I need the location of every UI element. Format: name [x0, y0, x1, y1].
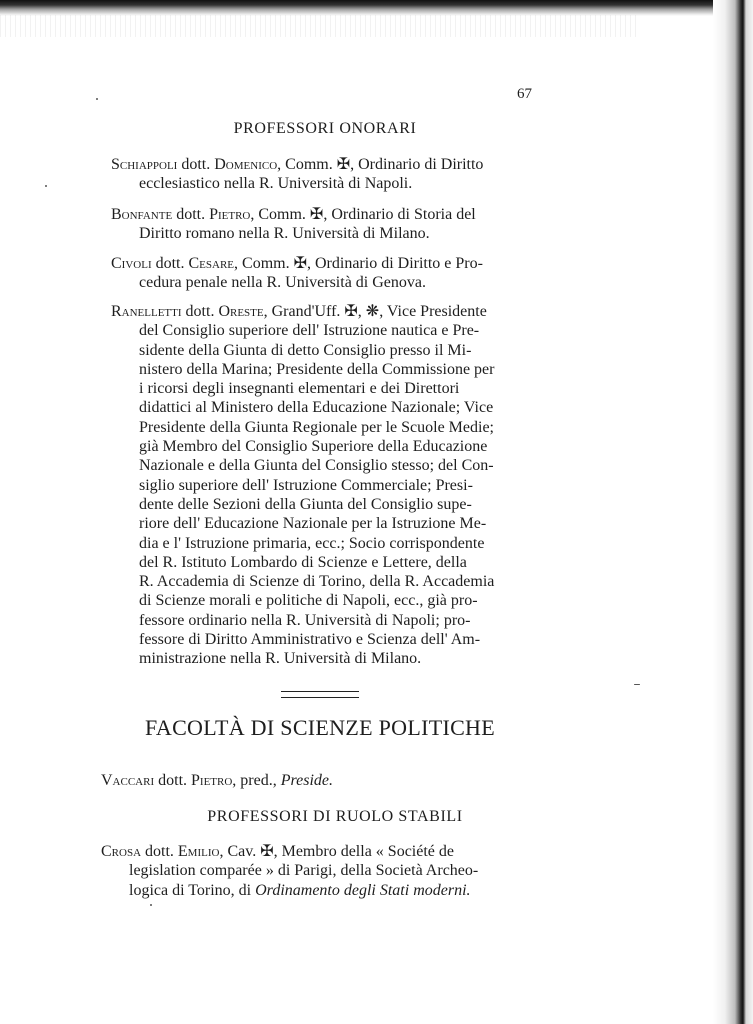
entry-line: dente delle Sezioni della Giunta del Consiglio supe-	[139, 495, 472, 513]
entry-line: siglio superiore dell' Istruzione Commerciale; Presi-	[139, 476, 473, 494]
entry-line-italic: Ordinamento degli Stati moderni.	[255, 881, 471, 899]
entry-first-line	[101, 842, 533, 861]
entry-line: del Consiglio superiore dell' Istruzione nautica e Pre-	[139, 322, 480, 340]
entry-line: Nazionale e della Giunta del Consiglio stesso; del Con-	[139, 457, 494, 475]
preside-role: Preside.	[280, 772, 334, 789]
entry-line: nistero della Marina; Presidente della Commissione per	[139, 360, 495, 378]
entry-bonfante	[111, 205, 543, 244]
preside-middle: , pred.,	[232, 772, 281, 789]
heading-professori-di-ruolo-stabili: PROFESSORI DI RUOLO STABILI	[207, 808, 463, 825]
entry-line: Diritto romano nella R. Università di Milano.	[139, 225, 430, 243]
entry-first-rest: , Comm. ✠, Ordinario di Storia del	[250, 206, 476, 223]
entry-line: dia e l' Istruzione primaria, ecc.; Socio corrispondente	[139, 534, 485, 552]
entry-given-name: Domenico	[214, 156, 278, 173]
entry-line: fessore di Diritto Amministrativo e Scienza dell' Am-	[139, 631, 481, 649]
entry-line: didattici al Ministero della Educazione Nazionale; Vice	[139, 399, 494, 417]
entry-civoli	[111, 254, 543, 293]
entry-surname: Crosa	[101, 843, 142, 860]
entry-title: dott.	[176, 206, 206, 223]
faculty-title: FACOLTÀ DI SCIENZE POLITICHE	[144, 715, 495, 740]
entry-line: fessore ordinario nella R. Università di Napoli; pro-	[139, 611, 471, 629]
entry-line: riore dell' Educazione Nazionale per la Istruzione Me-	[139, 515, 487, 533]
entry-surname: Schiappoli	[111, 156, 178, 173]
paper-speck	[150, 904, 152, 906]
entry-title: dott.	[145, 843, 174, 860]
entry-line: i ricorsi degli insegnanti elementari e dei Direttori	[139, 380, 460, 398]
entry-first-rest: , Grand'Uff. ✠, ❋, Vice Presidente	[263, 303, 487, 320]
preside-line	[101, 772, 333, 790]
preside-surname: Vaccari	[101, 772, 155, 789]
entry-first-line	[111, 302, 543, 321]
entry-first-line	[111, 205, 543, 224]
entry-first-rest: , Comm. ✠, Ordinario di Diritto	[277, 156, 484, 173]
entry-line: R. Accademia di Scienze di Torino, della R. Accademia	[139, 573, 495, 591]
entry-title: dott.	[155, 255, 185, 272]
entry-given-name: Pietro	[209, 206, 251, 223]
entry-line: cedura penale nella R. Università di Genova.	[139, 274, 426, 292]
paper-speck	[45, 185, 47, 187]
entry-line: Presidente della Giunta Regionale per le Scuole Medie;	[139, 418, 494, 436]
preside-title: dott.	[158, 772, 188, 789]
entry-line-start: logica di Torino, di	[129, 881, 256, 899]
entry-first-line	[111, 254, 543, 273]
entry-surname: Civoli	[111, 255, 152, 272]
entry-first-rest: , Comm. ✠, Ordinario di Diritto e Pro-	[234, 255, 483, 272]
entry-surname: Ranelletti	[111, 303, 182, 320]
paper-speck	[634, 684, 640, 685]
entry-given-name: Emilio	[177, 843, 220, 860]
entry-line: sidente della Giunta di detto Consiglio presso il Mi-	[139, 341, 472, 359]
entry-first-rest: , Cav. ✠, Membro della « Société de	[219, 843, 454, 860]
entry-line: del R. Istituto Lombardo di Scienze e Lettere, della	[139, 553, 467, 571]
entry-line	[101, 881, 533, 900]
entry-given-name: Cesare	[188, 255, 235, 272]
entry-schiappoli	[111, 155, 543, 194]
entry-line: legislation comparée » di Parigi, della Società Archeo-	[129, 862, 479, 880]
page-top-edge	[0, 0, 753, 16]
entry-line: di Scienze morali e politiche di Napoli, ecc., già pro-	[139, 592, 478, 610]
preside-given-name: Pietro	[191, 772, 233, 789]
entry-surname: Bonfante	[111, 206, 173, 223]
page-number: 67	[517, 86, 532, 102]
heading-professori-onorari: PROFESSORI ONORARI	[233, 120, 417, 137]
paper-speck	[96, 98, 98, 100]
entry-line: già Membro del Consiglio Superiore della Educazione	[139, 438, 488, 456]
entry-ranelletti	[111, 302, 543, 669]
entry-title: dott.	[181, 156, 211, 173]
entry-line: ministrazione nella R. Università di Milano.	[139, 650, 422, 668]
entry-line: ecclesiastico nella R. Università di Napoli.	[139, 175, 413, 193]
section-divider	[281, 691, 359, 698]
page-binding-edge	[713, 0, 753, 1024]
entry-given-name: Oreste	[218, 303, 264, 320]
entry-first-line	[111, 155, 543, 174]
entry-title: dott.	[185, 303, 215, 320]
entry-crosa	[101, 842, 533, 900]
